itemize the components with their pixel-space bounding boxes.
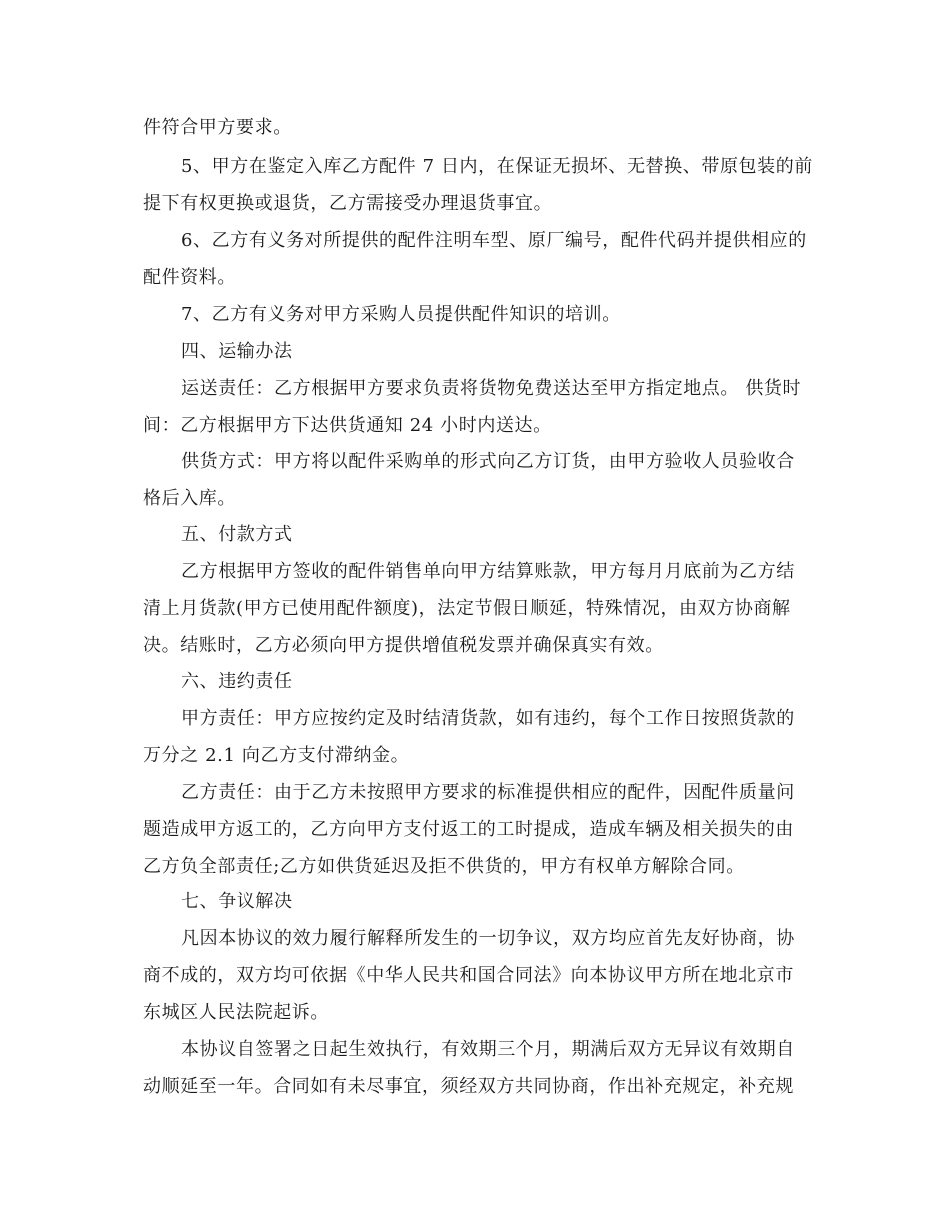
text-line-disputes-2: 商不成的，双方均可依据《中华人民共和国合同法》向本协议甲方所在地北京市 [143, 965, 794, 986]
text-line-party-a-liability-cont: 万分之 2.1 向乙方支付滞纳金。 [143, 745, 410, 766]
section-heading-disputes: 七、争议解决 [181, 891, 293, 912]
text-line-effective-1: 本协议自签署之日起生效执行，有效期三个月，期满后双方无异议有效期自 [181, 1039, 795, 1060]
text-line-clause6: 6、乙方有义务对所提供的配件注明车型、原厂编号，配件代码并提供相应的 [181, 230, 807, 251]
section-heading-breach: 六、违约责任 [181, 671, 293, 692]
text-line-payment-3: 决。结账时，乙方必须向甲方提供增值税发票并确保真实有效。 [143, 635, 664, 656]
section-heading-payment: 五、付款方式 [181, 524, 293, 545]
text-line-effective-2: 动顺延至一年。合同如有未尽事宜，须经双方共同协商，作出补充规定，补充规 [143, 1076, 794, 1097]
text-line-payment-2: 清上月货款(甲方已使用配件额度)，法定节假日顺延，特殊情况，由双方协商解 [143, 598, 791, 619]
text-line-disputes-3: 东城区人民法院起诉。 [143, 1002, 329, 1023]
text-line-clause4-end: 件符合甲方要求。 [143, 117, 292, 138]
section-heading-transport: 四、运输办法 [181, 341, 293, 362]
text-line-party-b-liability-2: 题造成甲方返工的，乙方向甲方支付返工的工时提成，造成车辆及相关损失的由 [143, 819, 794, 840]
text-line-clause7: 7、乙方有义务对甲方采购人员提供配件知识的培训。 [181, 304, 621, 325]
text-line-delivery-responsibility: 运送责任：乙方根据甲方要求负责将货物免费送达至甲方指定地点。 供货时 [181, 378, 802, 399]
text-line-party-b-liability-3: 乙方负全部责任;乙方如供货延迟及拒不供货的，甲方有权单方解除合同。 [143, 856, 745, 877]
text-line-party-a-liability: 甲方责任：甲方应按约定及时结清货款，如有违约，每个工作日按照货款的 [181, 708, 795, 729]
text-line-disputes-1: 凡因本协议的效力履行解释所发生的一切争议，双方均应首先友好协商，协 [181, 928, 795, 949]
text-line-supply-method-cont: 格后入库。 [143, 488, 236, 509]
text-line-clause6-cont: 配件资料。 [143, 267, 236, 288]
text-line-clause5-cont: 提下有权更换或退货，乙方需接受办理退货事宜。 [143, 193, 553, 214]
text-line-payment-1: 乙方根据甲方签收的配件销售单向甲方结算账款，甲方每月月底前为乙方结 [181, 561, 795, 582]
text-line-supply-method: 供货方式：甲方将以配件采购单的形式向乙方订货，由甲方验收人员验收合 [181, 451, 795, 472]
text-line-clause5: 5、甲方在鉴定入库乙方配件 7 日内，在保证无损坏、无替换、带原包装的前 [181, 156, 813, 177]
text-line-party-b-liability-1: 乙方责任：由于乙方未按照甲方要求的标准提供相应的配件，因配件质量问 [181, 782, 795, 803]
text-line-delivery-responsibility-cont: 间：乙方根据甲方下达供货通知 24 小时内送达。 [143, 415, 552, 436]
